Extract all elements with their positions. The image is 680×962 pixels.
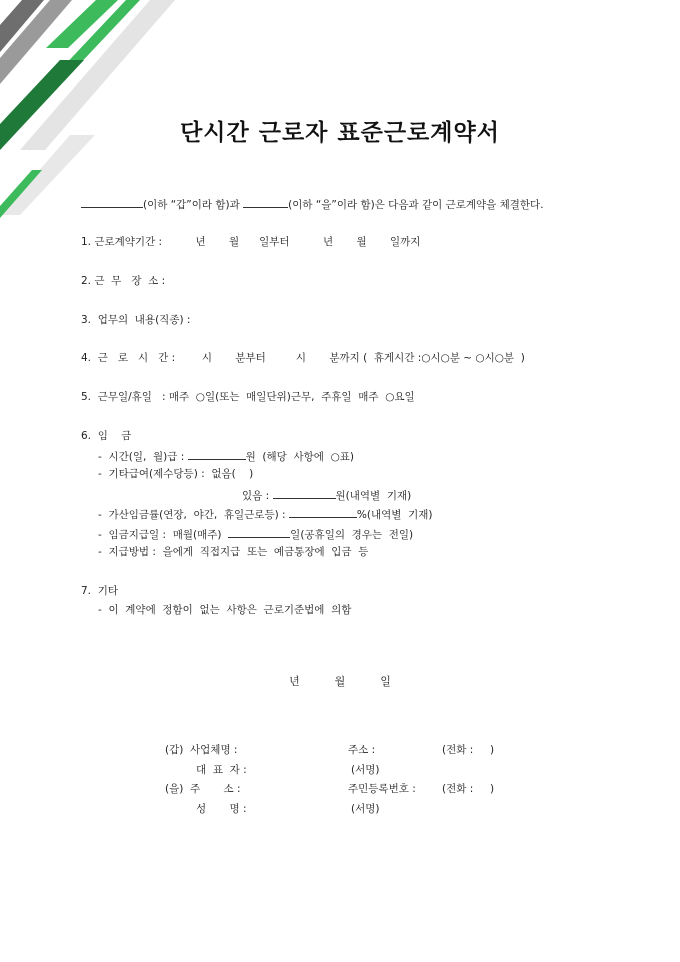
wage-extra-blank bbox=[289, 506, 357, 518]
item-workday-holiday: 5. 근무일/휴일 : 매주 ○일(또는 매일단위)근무, 주휴일 매주 ○요일 bbox=[81, 391, 415, 403]
wage-extra-label: - 가산임금률(연장, 야간, 휴일근로등) : bbox=[98, 509, 289, 521]
employee-address-label: (을) 주 소 : bbox=[165, 783, 241, 795]
employee-name-label: 성 명 : bbox=[196, 803, 247, 815]
intro-line bbox=[81, 196, 544, 212]
wage-other-yes bbox=[242, 487, 411, 503]
wage-payday-blank bbox=[228, 526, 290, 538]
employer-blank bbox=[81, 196, 143, 208]
employer-address-label: 주소 : bbox=[348, 744, 376, 756]
employee-blank bbox=[243, 196, 288, 208]
representative-label: 대 표 자 : bbox=[196, 764, 247, 776]
employer-name-label: (갑) 사업체명 : bbox=[165, 744, 238, 756]
wage-other-blank bbox=[273, 487, 336, 499]
wage-extra-rate bbox=[98, 506, 432, 522]
intro-text: (이하 “갑”이라 함)과 bbox=[143, 199, 240, 211]
employee-phone-label: (전화 : ) bbox=[442, 783, 495, 795]
wage-hourly bbox=[98, 448, 354, 464]
wage-method: - 지급방법 : 을에게 직접지급 또는 예금통장에 입금 등 bbox=[98, 546, 369, 558]
item-contract-period: 1. 근로계약기간 : 년 월 일부터 년 월 일까지 bbox=[81, 236, 421, 248]
employee-id-label: 주민등록번호 : bbox=[348, 783, 416, 795]
employee-sign: (서명) bbox=[351, 803, 380, 815]
employer-phone-label: (전화 : ) bbox=[442, 744, 495, 756]
date-line: 년 월 일 bbox=[289, 675, 391, 688]
wage-hourly-unit: 원 (해당 사항에 ○표) bbox=[245, 451, 354, 463]
wage-other-yes-unit: 원(내역별 기재) bbox=[335, 490, 412, 502]
wage-other-yes-label: 있음 : bbox=[242, 490, 273, 502]
other-note: - 이 계약에 정함이 없는 사항은 근로기준법에 의함 bbox=[98, 604, 352, 616]
item-wage-heading: 6. 임 금 bbox=[81, 430, 132, 442]
wage-payday bbox=[98, 526, 413, 542]
wage-extra-unit: %(내역별 기재) bbox=[356, 509, 433, 521]
wage-hourly-label: - 시간(일, 월)급 : bbox=[98, 451, 188, 463]
employer-sign: (서명) bbox=[351, 764, 380, 776]
item-work-place: 2. 근 무 장 소 : bbox=[81, 275, 166, 287]
document-title: 단시간 근로자 표준근로계약서 bbox=[180, 120, 500, 146]
wage-payday-label: - 임금지급일 : 매월(매주) bbox=[98, 529, 229, 541]
item-work-hours: 4. 근 로 시 간 : 시 분부터 시 분까지 ( 휴게시간 :○시○분 ~ ○시○분 ) bbox=[81, 352, 525, 364]
intro-text-2: (이하 “을”이라 함)은 다음과 같이 근로계약을 체결한다. bbox=[288, 199, 544, 211]
wage-hourly-blank bbox=[188, 448, 246, 460]
wage-payday-unit: 일(공휴일의 경우는 전일) bbox=[290, 529, 414, 541]
item-other-heading: 7. 기타 bbox=[81, 585, 118, 597]
item-duty: 3. 업무의 내용(직종) : bbox=[81, 314, 191, 326]
wage-other: - 기타급여(제수당등) : 없음( ) bbox=[98, 468, 254, 480]
